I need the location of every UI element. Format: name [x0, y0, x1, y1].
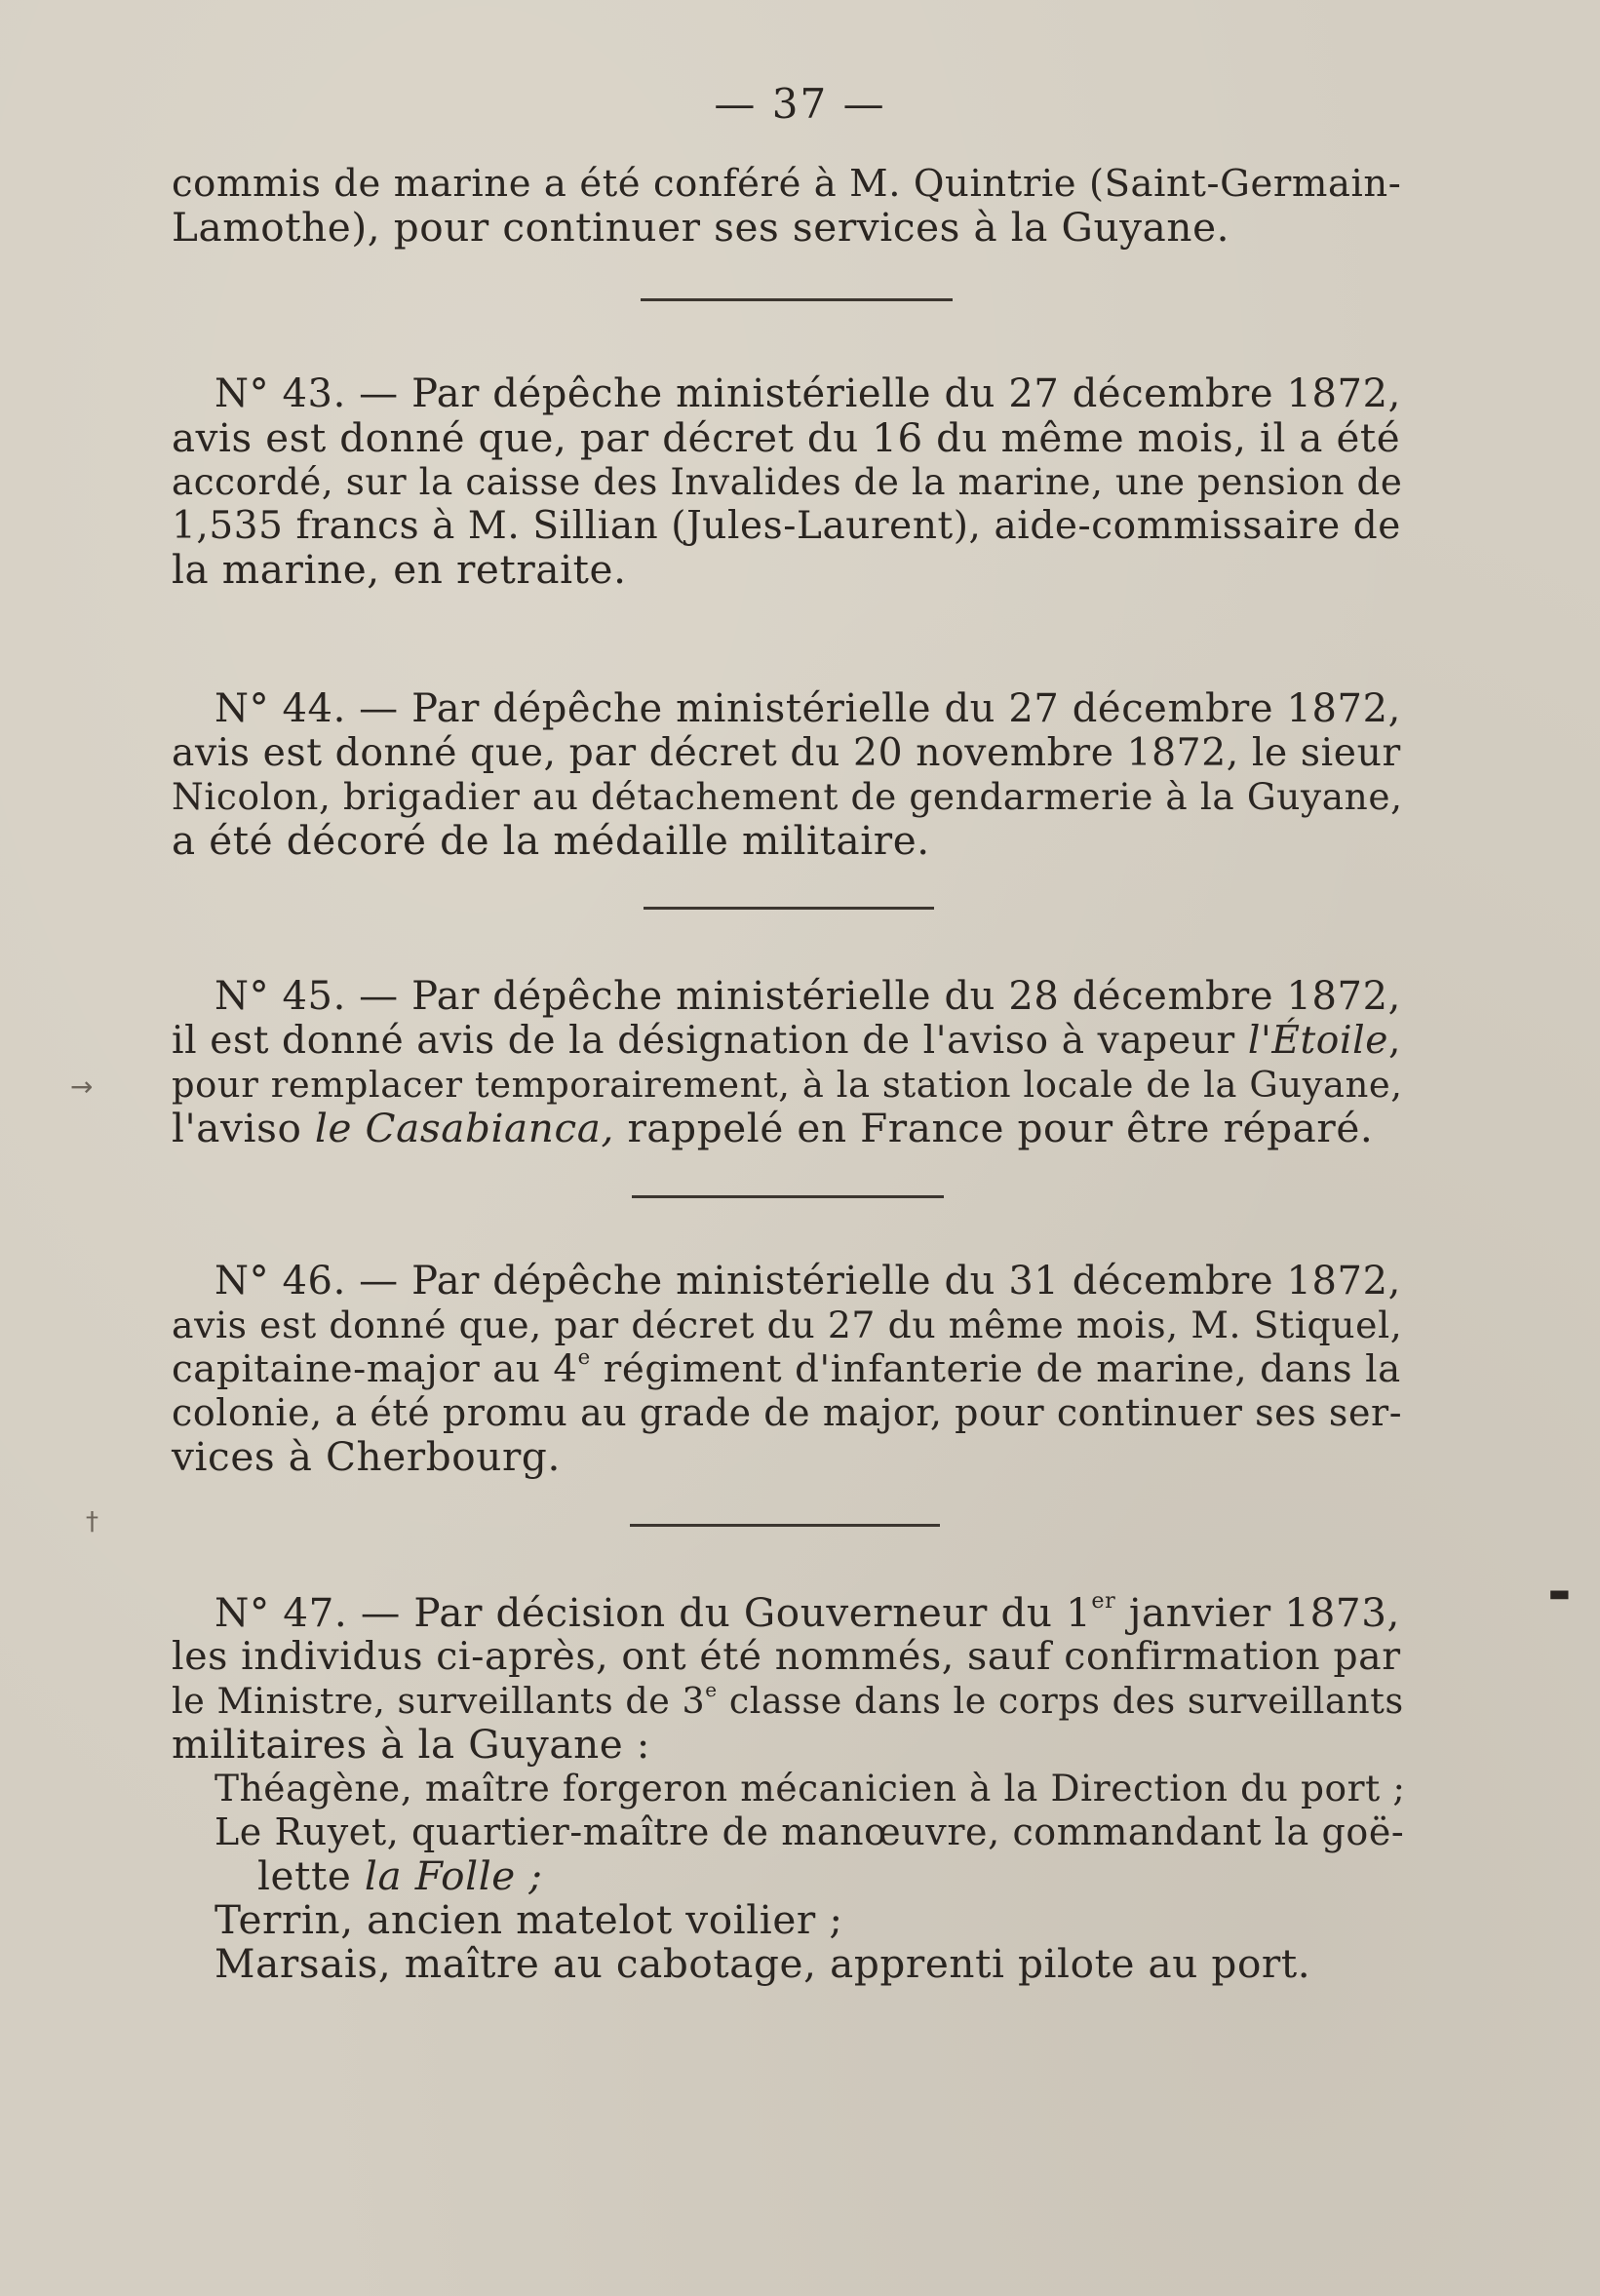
text-run: l'aviso: [172, 1105, 315, 1151]
ship-name-etoile: l'Étoile: [1247, 1019, 1388, 1063]
text-run: régiment d'infanterie de marine, dans la: [590, 1347, 1401, 1391]
text-line: a été décoré de la médaille militaire.: [172, 817, 930, 864]
text-line: commis de marine a été conféré à M. Quintrie (Saint-Germain-: [172, 162, 1402, 206]
text-line: Nicolon, brigadier au détachement de gendarmerie à la Guyane,: [172, 775, 1403, 818]
list-item: Marsais, maître au cabotage, apprenti pilote au port.: [215, 1940, 1311, 1987]
list-item: Le Ruyet, quartier-maître de manœuvre, commandant la goë-: [215, 1810, 1405, 1853]
margin-arrow-mark: →: [70, 1070, 94, 1103]
ship-name-la-folle: la Folle ;: [364, 1852, 543, 1899]
text-line: avis est donné que, par décret du 16 du même mois, il a été: [172, 415, 1401, 461]
text-run: le Ministre, surveillants de 3: [172, 1680, 706, 1722]
text-line: [172, 1344, 1401, 1391]
text-run: il est donné avis de la désignation de l'aviso à vapeur: [172, 1019, 1248, 1063]
separator-rule: [641, 298, 953, 301]
paragraph-no-45: [172, 974, 1403, 1151]
list-item: Terrin, ancien matelot voilier ;: [215, 1896, 843, 1943]
text-line: avis est donné que, par décret du 20 novembre 1872, le sieur: [172, 731, 1401, 775]
paragraph-no-43: [172, 371, 1403, 593]
text-line: colonie, a été promu au grade de major, pour continuer ses ser-: [172, 1391, 1403, 1434]
text-run: rappelé en France pour être réparé.: [613, 1105, 1374, 1151]
separator-rule: [644, 907, 934, 910]
ship-name-casabianca: le Casabianca,: [314, 1105, 614, 1151]
text-line: [172, 1588, 1400, 1636]
list-item-continuation: [172, 1854, 1400, 1898]
text-line: accordé, sur la caisse des Invalides de la marine, une pension de: [172, 461, 1403, 503]
paragraph-no-47: [172, 1588, 1406, 1987]
separator-rule: [632, 1195, 944, 1198]
text-line: les individus ci-après, ont été nommés, sauf confirmation par: [172, 1634, 1401, 1679]
text-line: militaires à la Guyane :: [172, 1721, 651, 1768]
text-line: [172, 1678, 1404, 1723]
text-run: ,: [1387, 1019, 1401, 1063]
paragraph-no-44: [172, 686, 1403, 864]
margin-tick-mark: †: [86, 1507, 98, 1537]
text-line: N° 43. — Par dépêche ministérielle du 27 décembre 1872,: [215, 371, 1401, 416]
text-run: N° 47. — Par décision du Gouverneur du 1: [215, 1589, 1092, 1636]
paragraph-no-46: [172, 1259, 1403, 1480]
margin-dot-mark: ▬: [1548, 1579, 1571, 1607]
page-number: — 37 —: [714, 80, 886, 128]
superscript: e: [577, 1344, 591, 1370]
text-line: Lamothe), pour continuer ses services à la Guyane.: [172, 204, 1230, 251]
text-line: la marine, en retraite.: [172, 546, 627, 593]
text-run: capitaine-major au 4: [172, 1347, 578, 1391]
text-line: N° 44. — Par dépêche ministérielle du 27 décembre 1872,: [215, 686, 1401, 731]
text-line: vices à Cherbourg.: [172, 1433, 561, 1480]
text-line: [172, 1019, 1400, 1063]
text-run: lette: [257, 1852, 365, 1899]
text-line: [172, 1107, 1400, 1150]
text-run: classe dans le corps des surveillants: [717, 1680, 1404, 1722]
text-line: N° 46. — Par dépêche ministérielle du 31 décembre 1872,: [215, 1259, 1401, 1304]
paragraph-continuation: [172, 162, 1400, 250]
text-line: N° 45. — Par dépêche ministérielle du 28 décembre 1872,: [215, 974, 1401, 1019]
text-line: avis est donné que, par décret du 27 du même mois, M. Stiquel,: [172, 1304, 1403, 1346]
list-item: Théagène, maître forgeron mécanicien à la Direction du port ;: [215, 1767, 1406, 1810]
superscript: er: [1091, 1588, 1116, 1615]
text-line: pour remplacer temporairement, à la station locale de la Guyane,: [172, 1064, 1403, 1106]
superscript: e: [705, 1678, 718, 1702]
separator-rule: [630, 1524, 940, 1527]
text-run: janvier 1873,: [1115, 1589, 1400, 1636]
text-line: 1,535 francs à M. Sillian (Jules-Laurent), aide-commissaire de: [172, 504, 1401, 548]
